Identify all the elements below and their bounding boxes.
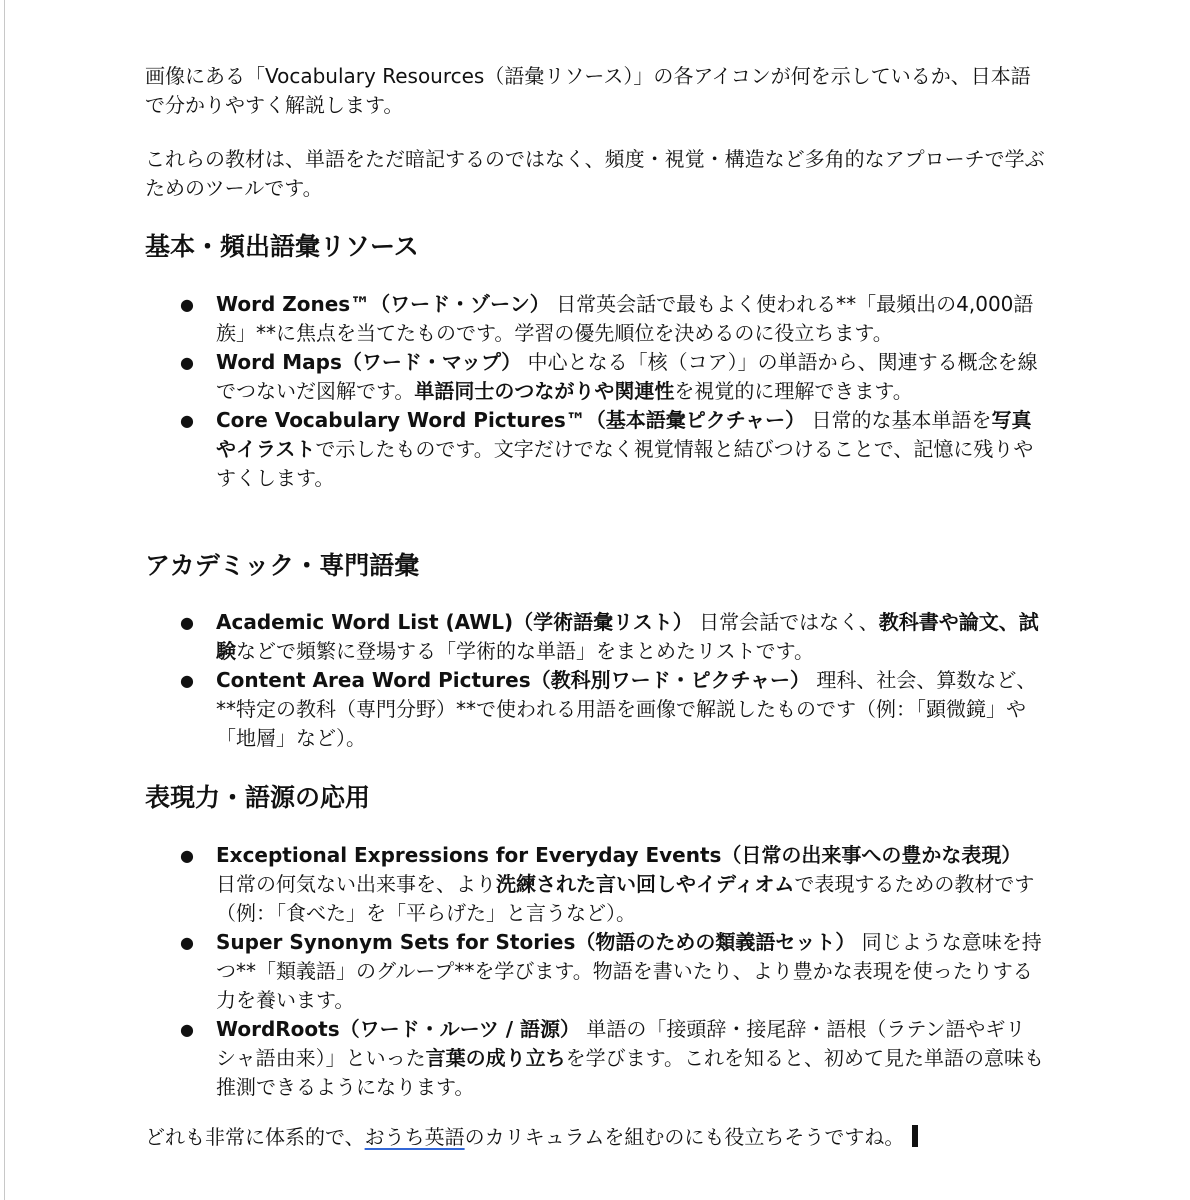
item-text: などで頻繁に登場する「学術的な単語」をまとめたリストです。 — [236, 639, 814, 663]
intro-paragraph-2: これらの教材は、単語をただ暗記するのではなく、頻度・視覚・構造など多角的なアプローチで学ぶためのツールです。 — [145, 147, 1045, 200]
item-text: 中心となる「核（コア）」の単語から、関連する概念を線でつないだ図解です。 — [216, 350, 1038, 403]
section-list-expression — [145, 841, 1045, 1102]
section-heading-expression: 表現力・語源の応用 — [145, 783, 371, 812]
bullet-icon: ● — [180, 295, 194, 314]
list-item-exceptional-expressions — [145, 841, 1045, 928]
bullet-icon: ● — [180, 613, 194, 632]
bullet-icon: ● — [180, 846, 194, 865]
closing-text: どれも非常に体系的で、 — [145, 1125, 365, 1149]
closing-paragraph — [145, 1123, 1045, 1152]
intro-paragraph-1: 画像にある「Vocabulary Resources（語彙リソース）」の各アイコンが何を示しているか、日本語で分かりやすく解説します。 — [145, 64, 1031, 117]
item-text: 日常英会話で最もよく使われる**「最頻出の4,000語族」**に焦点を当てたものです。学習の優先順位を決めるのに役立ちます。 — [216, 292, 1034, 345]
text-cursor — [912, 1125, 918, 1147]
list-item-super-synonym — [145, 928, 1045, 1015]
item-text: 日常の何気ない出来事を、より — [216, 872, 496, 896]
section-list-academic — [145, 608, 1045, 753]
item-title: Word Zones™（ワード・ゾーン） — [216, 292, 550, 316]
item-text: 日常的な基本単語を — [805, 408, 992, 432]
ouchi-eigo-link[interactable]: おうち英語 — [364, 1125, 465, 1149]
item-text: で表現するための教材です（例：「食べた」を「平らげた」と言うなど）。 — [216, 872, 1035, 925]
item-text: 理科、社会、算数など、**特定の教科（専門分野）**で使われる用語を画像で解説したものです（例：「顕微鏡」や「地層」など）。 — [216, 668, 1037, 750]
item-text: 同じような意味を持つ**「類義語」のグループ**を学びます。物語を書いたり、より豊かな表現を使ったりする力を養います。 — [216, 930, 1042, 1012]
list-item-word-maps — [145, 348, 1045, 406]
item-title: Exceptional Expressions for Everyday Events（日常の出来事への豊かな表現） — [216, 843, 1022, 867]
item-text: で示したものです。文字だけでなく視覚情報と結びつけることで、記憶に残りやすくします。 — [216, 437, 1034, 490]
list-item-core-vocabulary — [145, 406, 1045, 493]
item-text: を視覚的に理解できます。 — [674, 379, 913, 403]
item-emphasis: 教科書や論文、試験 — [216, 610, 1039, 663]
item-emphasis: 単語同士のつながりや関連性 — [414, 379, 675, 403]
bullet-icon: ● — [180, 671, 194, 690]
item-emphasis: 洗練された言い回しやイディオム — [496, 872, 795, 896]
item-title: Academic Word List (AWL)（学術語彙リスト） — [216, 610, 693, 634]
item-title: Content Area Word Pictures（教科別ワード・ピクチャー） — [216, 668, 811, 692]
bullet-icon: ● — [180, 933, 194, 952]
list-item-content-area — [145, 666, 1045, 753]
item-text: 単語の「接頭辞・接尾辞・語根（ラテン語やギリシャ語由来）」といった — [216, 1017, 1026, 1070]
page-edge — [4, 0, 5, 1200]
item-emphasis: 言葉の成り立ち — [425, 1046, 566, 1070]
list-item-word-zones — [145, 290, 1045, 348]
item-title: WordRoots（ワード・ルーツ / 語源） — [216, 1017, 581, 1041]
list-item-awl — [145, 608, 1045, 666]
bullet-icon: ● — [180, 353, 194, 372]
bullet-icon: ● — [180, 1020, 194, 1039]
section-heading-basic: 基本・頻出語彙リソース — [145, 232, 419, 261]
closing-text: のカリキュラムを組むのにも役立ちそうですね。 — [464, 1125, 905, 1149]
item-title: Super Synonym Sets for Stories（物語のための類義語セット） — [216, 930, 856, 954]
item-title: Word Maps（ワード・マップ） — [216, 350, 522, 374]
item-emphasis: 写真やイラスト — [216, 408, 1032, 461]
list-item-wordroots — [145, 1015, 1045, 1102]
item-title: Core Vocabulary Word Pictures™（基本語彙ピクチャー） — [216, 408, 806, 432]
section-heading-academic: アカデミック・専門語彙 — [145, 551, 420, 580]
item-text: を学びます。これを知ると、初めて見た単語の意味も推測できるようになります。 — [216, 1046, 1045, 1099]
section-list-basic — [145, 290, 1045, 493]
bullet-icon: ● — [180, 411, 194, 430]
item-text: 日常会話ではなく、 — [692, 610, 879, 634]
